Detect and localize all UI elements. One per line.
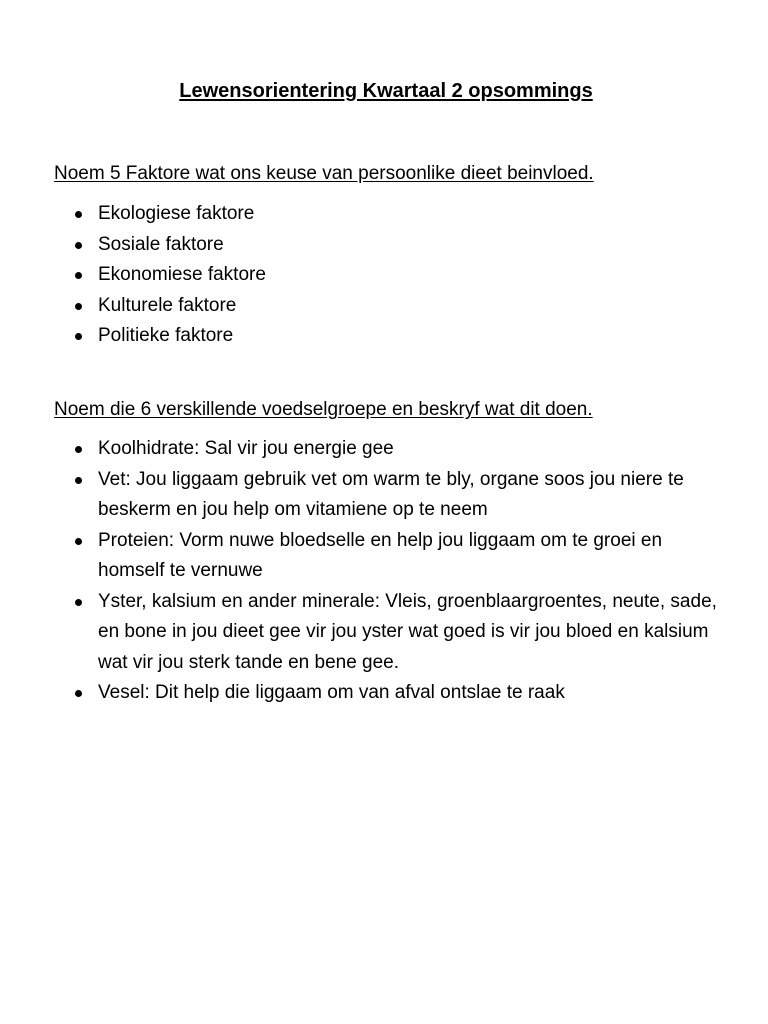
- bullet-icon: [75, 599, 82, 606]
- list-item-text: Yster, kalsium en ander minerale: Vleis, groenblaargroentes, neute, sade, en bone in jou dieet gee vir jou yster wat goed is vir jou bloed en kalsium wat vir jou sterk tande en bene gee.: [98, 590, 717, 673]
- list-item-text: Sosiale faktore: [98, 233, 224, 255]
- bullet-icon: [75, 538, 82, 545]
- list-item-text: Ekonomiese faktore: [98, 264, 266, 285]
- list-item: [0, 321, 768, 352]
- list-item: [0, 465, 768, 526]
- bullet-icon: [75, 242, 82, 249]
- document-title: Lewensorientering Kwartaal 2 opsommings: [179, 80, 593, 102]
- bullet-icon: [75, 333, 82, 340]
- list-item-text: Politieke faktore: [98, 325, 234, 346]
- list-item: [0, 199, 768, 230]
- bullet-icon: [75, 477, 82, 484]
- section-heading-factors: Noem 5 Faktore wat ons keuse van persoonlike dieet beinvloed.: [54, 163, 594, 184]
- bullet-icon: [75, 446, 82, 453]
- list-item: [0, 291, 768, 322]
- list-item: [0, 526, 768, 587]
- list-item-text: Vesel: Dit help die liggaam om van afval ontslae te raak: [98, 682, 565, 703]
- list-item-text: Vet: Jou liggaam gebruik vet om warm te bly, organe soos jou niere te beskerm en jou help om vitamiene op te neem: [98, 468, 684, 520]
- bullet-icon: [75, 211, 82, 218]
- list-item-text: Koolhidrate: Sal vir jou energie gee: [98, 438, 394, 459]
- bullet-icon: [75, 690, 82, 697]
- list-item: [0, 678, 768, 709]
- list-item-text: Proteien: Vorm nuwe bloedselle en help jou liggaam om te groei en homself te vernuwe: [98, 529, 663, 581]
- bullet-icon: [75, 272, 82, 279]
- section-heading-food-groups: Noem die 6 verskillende voedselgroepe en beskryf wat dit doen.: [54, 399, 593, 420]
- list-item: [0, 230, 768, 261]
- list-item-text: Ekologiese faktore: [98, 203, 255, 224]
- list-item: [0, 260, 768, 291]
- factors-list: [0, 199, 768, 352]
- list-item: [0, 587, 768, 679]
- bullet-icon: [75, 303, 82, 310]
- food-groups-list: [0, 434, 768, 709]
- list-item: [0, 434, 768, 465]
- list-item-text: Kulturele faktore: [98, 294, 237, 316]
